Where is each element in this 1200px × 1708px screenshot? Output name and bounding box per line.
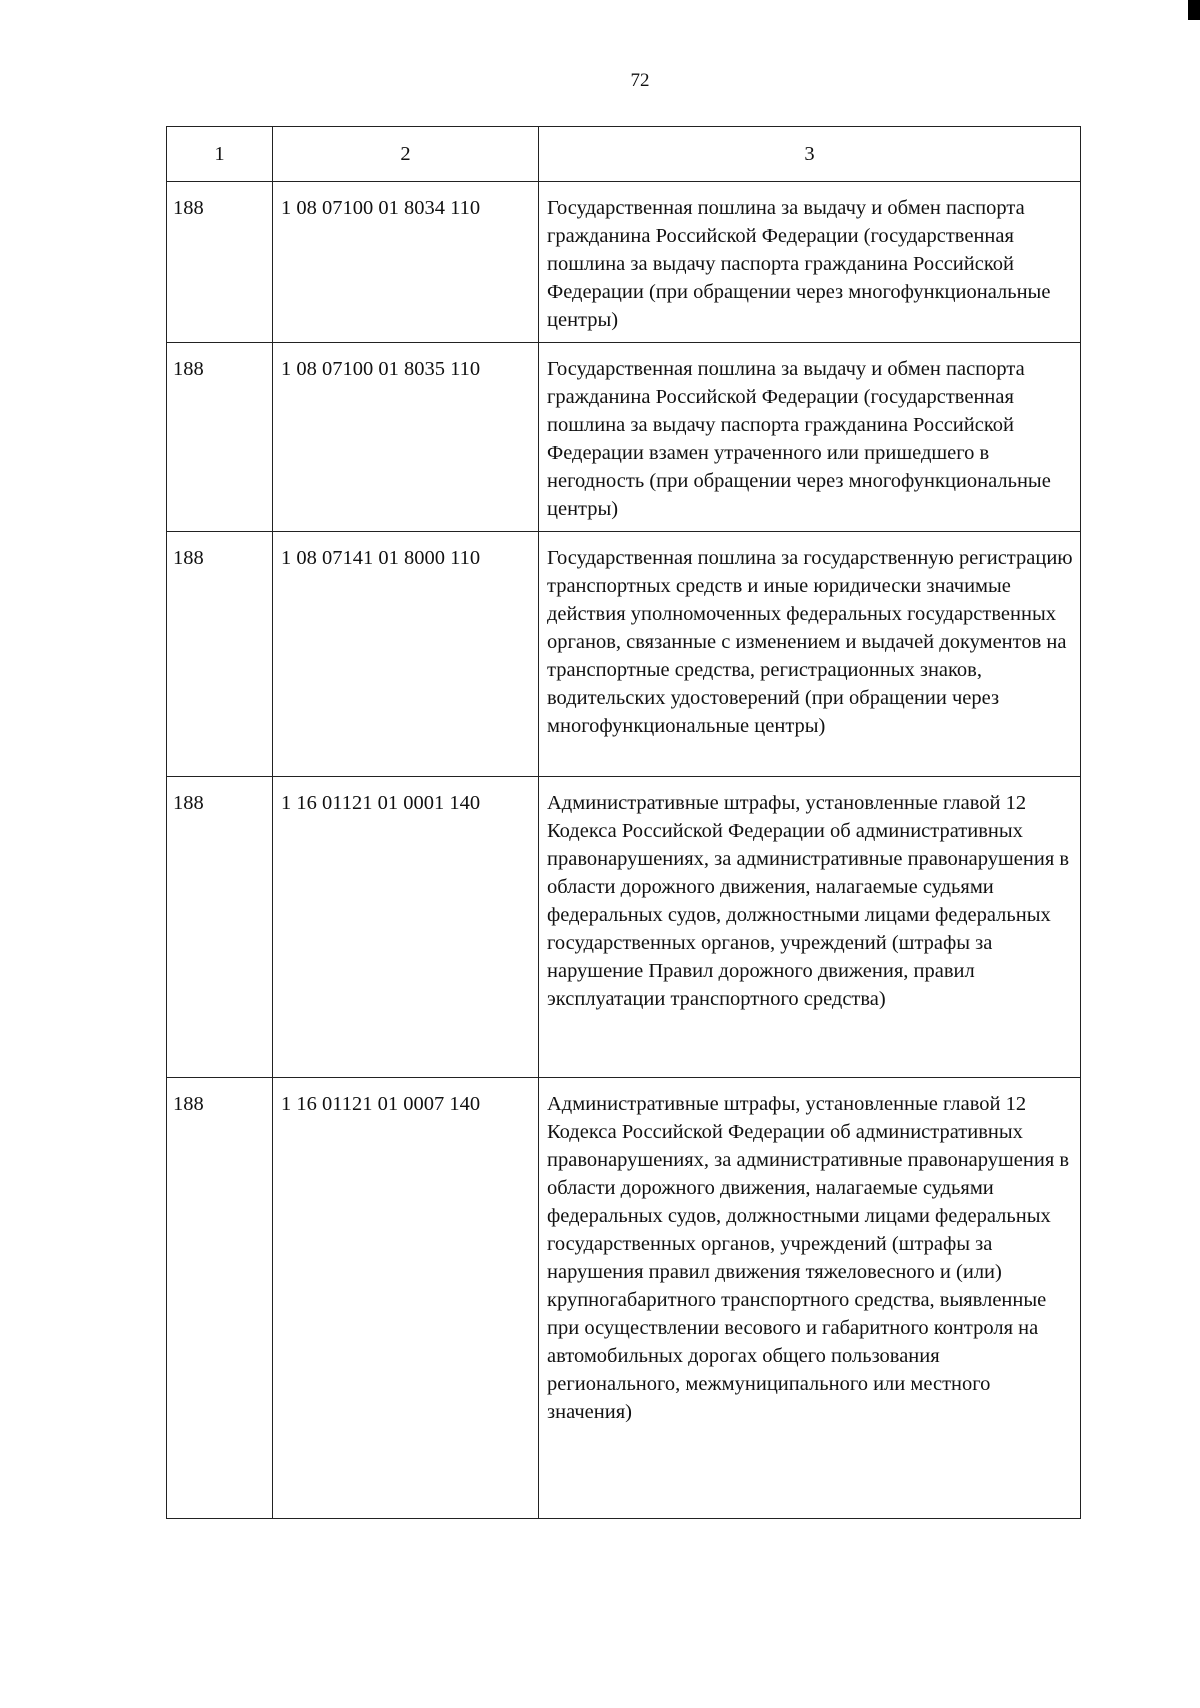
admin-code-cell: 188 bbox=[167, 777, 273, 1078]
table-row bbox=[167, 1078, 1081, 1519]
kbk-code-cell: 1 08 07141 01 8000 110 bbox=[273, 532, 539, 777]
kbk-code-cell: 1 16 01121 01 0007 140 bbox=[273, 1078, 539, 1519]
column-header-2: 2 bbox=[273, 127, 539, 182]
table-row bbox=[167, 532, 1081, 777]
admin-code-cell: 188 bbox=[167, 343, 273, 532]
kbk-code-cell: 1 08 07100 01 8034 110 bbox=[273, 182, 539, 343]
kbk-code-cell: 1 08 07100 01 8035 110 bbox=[273, 343, 539, 532]
column-header-3: 3 bbox=[539, 127, 1081, 182]
description-cell: Административные штрафы, установленные главой 12 Кодекса Российской Федерации об административных правонарушениях, за административные правонарушения в области дорожного движения, налагаемые судьями федеральных судов, должностными лицами федеральных государственных органов, учреждений (штрафы за нарушение Правил дорожного движения, правил эксплуатации транспортного средства) bbox=[539, 777, 1081, 1078]
admin-code-cell: 188 bbox=[167, 532, 273, 777]
page-number: 72 bbox=[630, 70, 650, 91]
corner-scan-mark bbox=[1188, 0, 1200, 20]
table-row bbox=[167, 182, 1081, 343]
table-header-row bbox=[167, 127, 1081, 182]
table-row bbox=[167, 343, 1081, 532]
revenue-code-table bbox=[166, 126, 1081, 1519]
table-row bbox=[167, 777, 1081, 1078]
kbk-code-cell: 1 16 01121 01 0001 140 bbox=[273, 777, 539, 1078]
description-cell: Административные штрафы, установленные главой 12 Кодекса Российской Федерации об административных правонарушениях, за административные правонарушения в области дорожного движения, налагаемые судьями федеральных судов, должностными лицами федеральных государственных органов, учреждений (штрафы за нарушения правил движения тяжеловесного и (или) крупногабаритного транспортного средства, выявленные при осуществлении весового и габаритного контроля на автомобильных дорогах общего пользования регионального, межмуниципального или местного значения) bbox=[539, 1078, 1081, 1519]
admin-code-cell: 188 bbox=[167, 1078, 273, 1519]
column-header-1: 1 bbox=[167, 127, 273, 182]
description-cell: Государственная пошлина за выдачу и обмен паспорта гражданина Российской Федерации (государственная пошлина за выдачу паспорта гражданина Российской Федерации (при обращении через многофункциональные центры) bbox=[539, 182, 1081, 343]
admin-code-cell: 188 bbox=[167, 182, 273, 343]
description-cell: Государственная пошлина за государственную регистрацию транспортных средств и иные юридически значимые действия уполномоченных федеральных государственных органов, связанные с изменением и выдачей документов на транспортные средства, регистрационных знаков, водительских удостоверений (при обращении через многофункциональные центры) bbox=[539, 532, 1081, 777]
description-cell: Государственная пошлина за выдачу и обмен паспорта гражданина Российской Федерации (государственная пошлина за выдачу паспорта гражданина Российской Федерации взамен утраченного или пришедшего в негодность (при обращении через многофункциональные центры) bbox=[539, 343, 1081, 532]
